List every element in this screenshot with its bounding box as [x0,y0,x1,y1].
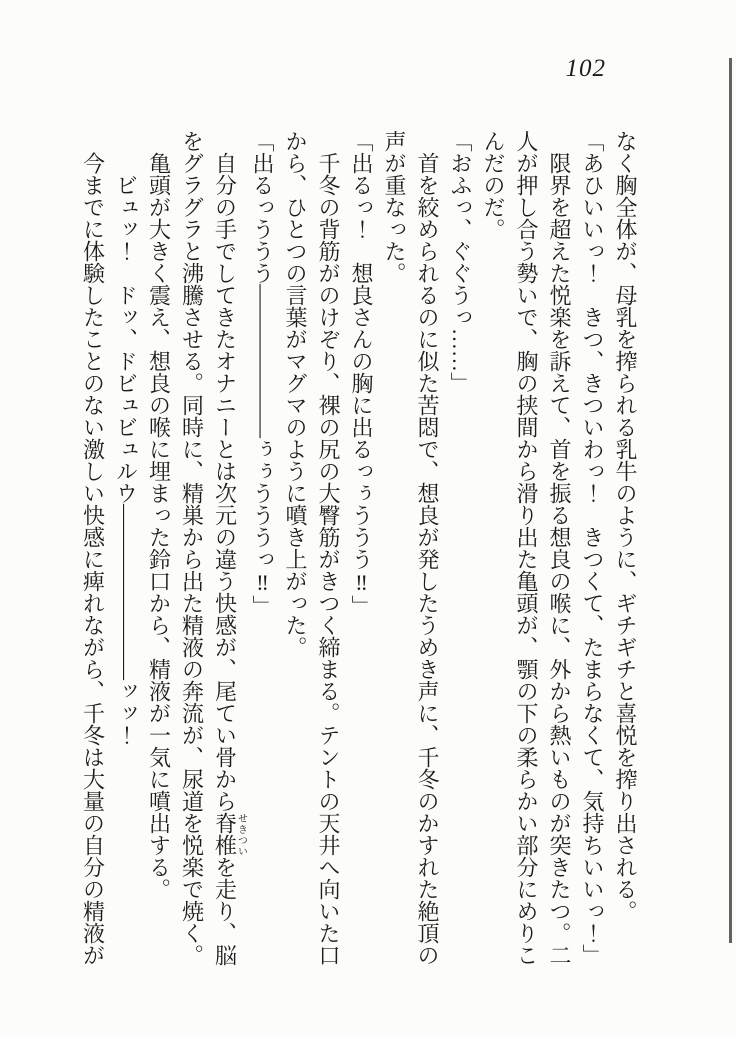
text-column: 自分の手でしてきたオナニーとは次元の違う快感が、尾てい骨から脊椎せきついを走り、脳 [212,152,247,966]
text-column: 限界を超えた悦楽を訴えて、首を振る想良の喉に、外から熱いものが突きたつ。二 [547,152,572,966]
text-column: 今までに体験したことのない激しい快感に痺れながら、千冬は大量の自分の精液が [80,152,106,966]
text-column: 「出るっ！ 想良さんの胸に出るっぅううう‼」 [349,130,374,617]
text-column: 「おふっ、ぐぐうっ……」 [448,130,473,394]
page-number: 102 [565,55,606,82]
text-column: をグラグラと沸騰させる。同時に、精巣から出た精液の奔流が、尿道を悦楽で焼く。 [179,130,205,966]
text-column: 千冬の背筋がのけぞり、裸の尻の大臀筋がきつく締まる。テントの天井へ向いた口 [316,152,341,966]
text-column: 「出るっううう―――――――ぅぅうううっ‼」 [250,130,275,617]
text-column: 声が重なった。 [382,130,407,284]
text-column: ビュッ！ ドッ、ドビュビュルウ――――――――ッッ！ [113,174,139,746]
text-column: 首を絞められるのに似た苦悶で、想良が発したうめき声に、千冬のかすれた絶頂の [415,152,440,966]
text-column: 「あひいいっ！ きつ、きついわっ！ きつくて、たまらなくて、気持ちいいっ！」 [580,130,605,966]
text-columns [77,130,643,998]
ruby-annotated-word: 脊椎せきつい [212,812,247,856]
text-column: んだのだ。 [481,130,506,240]
text-column: なく胸全体が、母乳を搾られる乳牛のように、ギチギチと喜悦を搾り出される。 [613,130,638,922]
text-column: 人が押し合う勢いで、胸の挟間から滑り出た亀頭が、顎の下の柔らかい部分にめりこ [514,130,539,966]
scan-edge-line [729,58,732,943]
text-column: から、ひとつの言葉がマグマのように噴き上がった。 [283,130,308,658]
text-column: 亀頭が大きく震え、想良の喉に埋まった鈴口から、精液が一気に噴出する。 [146,152,172,900]
